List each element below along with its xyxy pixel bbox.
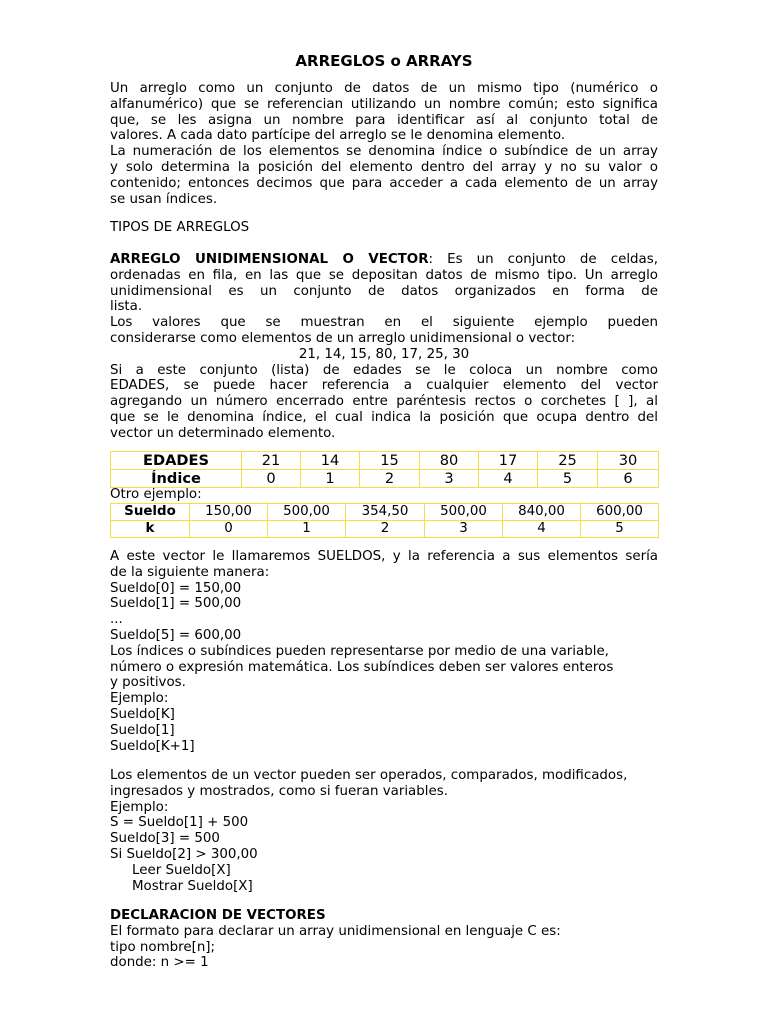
code-line: tipo nombre[n]; [110,939,216,955]
table-cell: 3 [420,470,479,488]
text-line: A este vector le llamaremos SUELDOS, y la referencia a sus elementos sería [110,549,658,564]
text-line: número o expresión matemática. Los subíndices deben ser valores enteros [110,659,614,675]
ejemplo-label: Ejemplo: [110,691,169,707]
text-line: alfanumérico) que se referencian utilizando un nombre común; esto significa [110,96,658,112]
sueldos-section [110,549,658,754]
code-line: S = Sueldo[1] + 500 [110,815,249,831]
values-line: 21, 14, 15, 80, 17, 25, 30 [298,346,470,362]
table-cell: 600,00 [581,504,659,521]
table-cell: 14 [301,452,360,470]
text-line: El formato para declarar un array unidimensional en lenguaje C es: [110,923,561,939]
text-span: : Es un conjunto de celdas, [428,252,658,267]
code-line: Sueldo[K] [110,706,175,722]
code-line: Sueldo[0] = 150,00 [110,580,242,596]
code-line: Sueldo[1] [110,722,175,738]
text-line: Los índices o subíndices pueden representarse por medio de una variable, [110,643,609,659]
text-line: Los elementos de un vector pueden ser operados, comparados, modificados, [110,768,628,783]
section-heading: ARREGLO UNIDIMENSIONAL O VECTOR [110,252,429,267]
edades-table [110,451,659,488]
table-cell: 0 [190,520,268,537]
table-cell: 840,00 [503,504,581,521]
code-line: donde: n >= 1 [110,955,209,971]
text-line: ordenadas en fila, en las que se depositan datos de mismo tipo. Un arreglo [110,267,658,283]
table-cell: 3 [425,520,503,537]
text-line: considerarse como elementos de un arreglo unidimensional o vector: [110,330,576,346]
table-row [111,470,659,488]
unidimensional-section [110,252,658,442]
row-label: Sueldo [111,504,190,521]
declaracion-section [110,908,658,971]
text-line: valores. A cada dato partícipe del arreglo se le denomina elemento. [110,128,566,144]
text-line: Un arreglo como un conjunto de datos de un mismo tipo (numérico o [110,81,658,96]
text-line: agregando un número encerrado entre paréntesis rectos o corchetes [ ], al [110,394,658,410]
text-line: de la siguiente manera: [110,564,270,580]
tipos-heading: TIPOS DE ARREGLOS [110,220,250,235]
intro-paragraph [110,81,658,207]
table-cell: 4 [503,520,581,537]
text-line: se usan índices. [110,191,218,207]
table-cell: 5 [538,470,598,488]
table-cell: 80 [420,452,479,470]
text-line: lista. [110,299,143,315]
ejemplo-label: Ejemplo: [110,799,169,815]
row-label: k [111,520,190,537]
table-cell: 1 [268,520,346,537]
text-line: ingresados y mostrados, como si fueran variables. [110,783,448,799]
table-cell: 5 [581,520,659,537]
table-row [111,520,659,537]
row-label: EDADES [111,452,242,470]
table-cell: 6 [598,470,659,488]
table-cell: 15 [360,452,420,470]
code-line: Sueldo[3] = 500 [110,831,220,847]
code-line: Si Sueldo[2] > 300,00 [110,846,258,862]
table-cell: 2 [360,470,420,488]
code-line: Mostrar Sueldo[X] [132,878,253,894]
text-line: y solo determina la posición del elemento dentro del array y no su valor o [110,159,658,175]
table-cell: 500,00 [425,504,503,521]
text-line [110,252,658,268]
sueldo-table [110,503,659,538]
text-line: que se le denomina índice, el cual indica la posición que ocupa dentro del [110,409,658,425]
code-line: Leer Sueldo[X] [132,862,231,878]
text-line: unidimensional es un conjunto de datos organizados en forma de [110,283,658,299]
table-cell: 25 [538,452,598,470]
otro-ejemplo-label: Otro ejemplo: [110,487,202,502]
section-heading: DECLARACIÓN DE VECTORES [110,908,326,923]
table-cell: 150,00 [190,504,268,521]
table-cell: 17 [479,452,538,470]
operados-section [110,768,658,894]
table-cell: 4 [479,470,538,488]
text-line: Los valores que se muestran en el siguiente ejemplo pueden [110,315,658,331]
table-cell: 30 [598,452,659,470]
code-line: ... [110,612,123,628]
table-cell: 0 [242,470,301,488]
text-line: Si a este conjunto (lista) de edades se le coloca un nombre como [110,362,658,378]
table-cell: 1 [301,470,360,488]
code-line: Sueldo[1] = 500,00 [110,596,242,612]
table-cell: 21 [242,452,301,470]
code-line: Sueldo[5] = 600,00 [110,627,242,643]
table-cell: 2 [346,520,425,537]
text-line: y positivos. [110,675,186,691]
text-line: EDADES, se puede hacer referencia a cualquier elemento del vector [110,378,658,394]
text-line: contenido; entonces decimos que para acceder a cada elemento de un array [110,175,658,191]
table-cell: 354,50 [346,504,425,521]
row-label: Índice [111,470,242,488]
table-row [111,504,659,521]
code-line: Sueldo[K+1] [110,738,195,754]
text-line: vector un determinado elemento. [110,425,336,441]
table-row [111,452,659,470]
page-title: ARREGLOS o ARRAYS [295,52,473,70]
text-line: La numeración de los elementos se denomina índice o subíndice de un array [110,144,658,160]
text-line: que, se les asigna un nombre para identificar así al conjunto total de [110,112,658,128]
table-cell: 500,00 [268,504,346,521]
